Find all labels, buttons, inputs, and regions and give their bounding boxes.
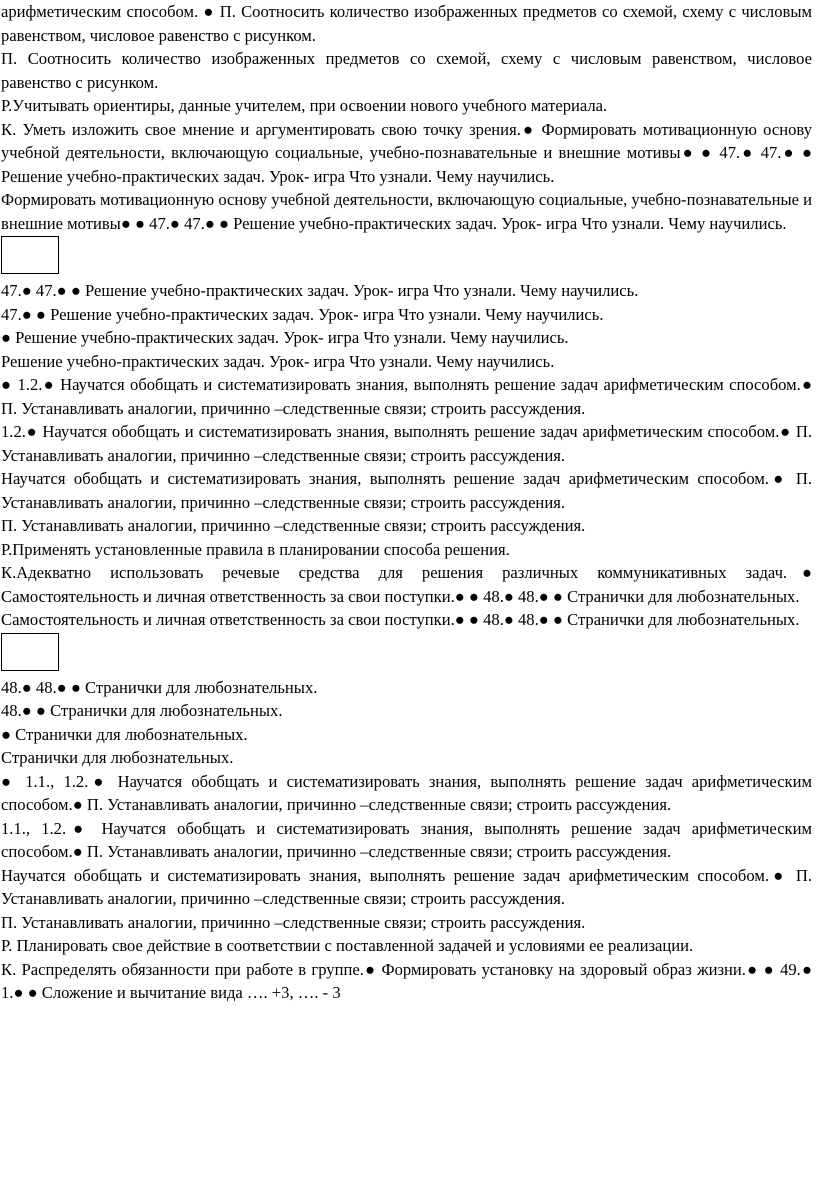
paragraph: 48.● ● Странички для любознательных. [1, 701, 283, 720]
paragraph: П. Устанавливать аналогии, причинно –следственные связи; строить рассуждения. [1, 912, 586, 932]
paragraph: 47.● 47.● ● Решение учебно-практических задач. Урок- игра Что узнали. Чему научились. [1, 281, 639, 300]
paragraph: П. Устанавливать аналогии, причинно –следственные связи; строить рассуждения. [1, 516, 586, 535]
paragraph: 1.2.● Научатся обобщать и систематизировать знания, выполнять решение задач арифметическим способом.● П. Устанавливать аналогии, причинно –следственные связи; строить рассуждения. [1, 422, 812, 465]
paragraph: П. Соотносить количество изображенных предметов со схемой, схему с числовым равенством, числовое равенство с рисунком. [1, 49, 812, 92]
paragraph: Решение учебно-практических задач. Урок- игра Что узнали. Чему научились. [1, 351, 555, 371]
paragraph: Р.Учитывать ориентиры, данные учителем, при освоении нового учебного материала. [1, 96, 608, 115]
paragraph: К. Уметь изложить свое мнение и аргументировать свою точку зрения.● Формировать мотивационную основу учебной деятельности, включающую социальные, учебно-познавательные и внешние мотивы● ● 47.● 47.● ● Решение учебно-практических задач. Урок- игра Что узнали. Чему научились. [1, 119, 812, 186]
paragraph: Формировать мотивационную основу учебной деятельности, включающую социальные, учебно-познавательные и внешние мотивы● ● 47.● 47.● ● Решение учебно-практических задач. Урок- игра Что узнали. Чему научились. [1, 190, 812, 233]
paragraph: К. Распределять обязанности при работе в группе.● Формировать установку на здоровый образ жизни.● ● 49.● 1.● ● Сложение и вычитание вида …. +3, …. - 3 [1, 959, 812, 1002]
paragraph: Научатся обобщать и систематизировать знания, выполнять решение задач арифметическим способом.● П. Устанавливать аналогии, причинно –следственные связи; строить рассуждения. [1, 469, 812, 512]
paragraph: ● 1.2.● Научатся обобщать и систематизировать знания, выполнять решение задач арифметическим способом.● П. Устанавливать аналогии, причинно –следственные связи; строить рассуждения. [1, 375, 812, 418]
paragraph: Самостоятельность и личная ответственность за свои поступки.● ● 48.● 48.● ● Странички для любознательных. [1, 610, 800, 629]
paragraph: Р.Применять установленные правила в планировании способа решения. [1, 539, 510, 559]
empty-table-cell [1, 236, 59, 274]
paragraph: 48.● 48.● ● Странички для любознательных. [1, 677, 318, 697]
paragraph: ● Странички для любознательных. [1, 724, 248, 744]
paragraph: Странички для любознательных. [1, 748, 234, 767]
paragraph: арифметическим способом. ● П. Соотносить количество изображенных предметов со схемой, схему с числовым равенством, числовое равенство с рисунком. [1, 2, 812, 45]
paragraph: К.Адекватно использовать речевые средства для решения различных коммуникативных задач.● Самостоятельность и личная ответственность за свои поступки.● ● 48.● 48.● ● Странички для любознательных. [1, 563, 812, 606]
paragraph: 47.● ● Решение учебно-практических задач. Урок- игра Что узнали. Чему научились. [1, 304, 604, 324]
paragraph: Научатся обобщать и систематизировать знания, выполнять решение задач арифметическим способом.● П. Устанавливать аналогии, причинно –следственные связи; строить рассуждения. [1, 865, 812, 908]
paragraph: Р. Планировать свое действие в соответствии с поставленной задачей и условиями ее реализации. [1, 936, 694, 955]
empty-table-cell [1, 633, 59, 671]
paragraph: ● 1.1., 1.2.● Научатся обобщать и систематизировать знания, выполнять решение задач арифметическим способом.● П. Устанавливать аналогии, причинно –следственные связи; строить рассуждения. [1, 771, 812, 814]
paragraph: 1.1., 1.2.● Научатся обобщать и систематизировать знания, выполнять решение задач арифметическим способом.● П. Устанавливать аналогии, причинно –следственные связи; строить рассуждения. [1, 818, 812, 861]
paragraph: ● Решение учебно-практических задач. Урок- игра Что узнали. Чему научились. [1, 328, 569, 347]
